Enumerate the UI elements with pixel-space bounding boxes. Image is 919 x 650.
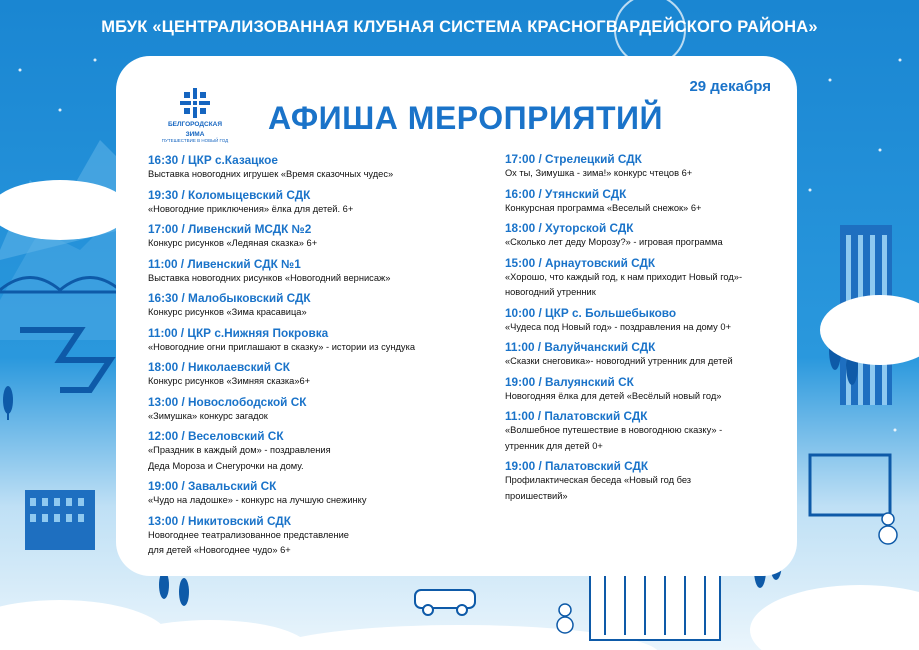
- event-description: Выставка новогодних рисунков «Новогодний вернисаж»: [148, 272, 391, 283]
- logo-line-2: ЗИМА: [185, 131, 205, 138]
- event-heading: 10:00 / ЦКР с. Большебыково: [505, 305, 677, 320]
- event-heading: 17:00 / Ливенский МСДК №2: [148, 222, 312, 236]
- event-description: Деда Мороза и Снегурочки на дому.: [148, 460, 304, 471]
- event-description: Конкурс рисунков «Ледяная сказка» 6+: [148, 238, 318, 248]
- event-description: Новогодняя ёлка для детей «Весёлый новый год»: [505, 390, 722, 401]
- event-heading: 13:00 / Никитовский СДК: [148, 513, 291, 528]
- belgorod-winter-logo: [160, 88, 230, 144]
- event-description: для детей «Новогоднее чудо» 6+: [148, 545, 291, 555]
- event-description: Конкурс рисунков «Зима красавица»: [148, 307, 307, 317]
- event-description: «Сказки снеговика»- новогодний утренник для детей: [505, 356, 733, 366]
- event-description: проишествий»: [505, 490, 568, 501]
- event-description: Выставка новогодних игрушек «Время сказочных чудес»: [148, 169, 394, 179]
- event-description: «Праздник в каждый дом» - поздравления: [148, 445, 331, 455]
- event-description: «Сколько лет деду Морозу?» - игровая программа: [505, 237, 723, 247]
- event-description: «Зимушка» конкурс загадок: [148, 410, 268, 421]
- event-description: «Чудеса под Новый год» - поздравления на дому 0+: [505, 321, 732, 332]
- event-heading: 18:00 / Николаевский СК: [148, 360, 290, 374]
- event-date: 29 декабря: [689, 78, 771, 95]
- event-heading: 19:00 / Валуянский СК: [505, 374, 634, 389]
- page-title: АФИША МЕРОПРИЯТИЙ: [268, 100, 663, 136]
- event-heading: 16:30 / ЦКР с.Казацкое: [148, 153, 278, 167]
- event-description: Ох ты, Зимушка - зима!» конкурс чтецов 6+: [505, 168, 693, 178]
- event-heading: 19:00 / Палатовский СДК: [505, 459, 649, 473]
- event-heading: 19:00 / Завальский СК: [148, 479, 277, 493]
- event-description: «Чудо на ладошке» - конкурс на лучшую снежинку: [148, 495, 367, 505]
- event-description: «Новогодние приключения» ёлка для детей. 6+: [148, 203, 354, 214]
- right-schedule-column: [505, 152, 795, 504]
- event-heading: 19:30 / Коломыцевский СДК: [148, 187, 311, 202]
- event-heading: 11:00 / Ливенский СДК №1: [148, 256, 301, 271]
- event-description: утренник для детей 0+: [505, 440, 603, 451]
- event-description: новогодний утренник: [505, 287, 596, 297]
- event-description: Новогоднее театрализованное представление: [148, 529, 349, 540]
- event-description: Профилактическая беседа «Новый год без: [505, 475, 692, 485]
- event-description: «Хорошо, что каждый год, к нам приходит Новый год»-: [505, 271, 743, 282]
- event-heading: 11:00 / Палатовский СДК: [505, 409, 648, 423]
- event-description: Конкурсная программа «Веселый снежок» 6+: [505, 202, 702, 213]
- event-heading: 11:00 / Валуйчанский СДК: [505, 340, 656, 354]
- event-description: «Волшебное путешествие в новогоднюю сказку» -: [505, 425, 723, 435]
- event-description: Конкурс рисунков «Зимняя сказка»6+: [148, 376, 311, 386]
- event-heading: 18:00 / Хуторской СДК: [505, 221, 634, 235]
- snowflake-pattern-icon: [180, 88, 210, 118]
- event-heading: 16:00 / Утянский СДК: [505, 186, 627, 201]
- logo-tagline: ПУТЕШЕСТВИЕ В НОВЫЙ ГОД: [161, 138, 229, 143]
- event-heading: 12:00 / Веселовский СК: [148, 429, 284, 443]
- event-heading: 17:00 / Стрелецкий СДК: [505, 152, 642, 166]
- event-heading: 16:30 / Малобыковский СДК: [148, 291, 311, 305]
- event-heading: 13:00 / Новослободской СК: [148, 394, 307, 409]
- left-schedule-column: [148, 153, 493, 559]
- event-description: «Новогодние огни приглашают в сказку» - истории из сундука: [148, 341, 416, 352]
- event-heading: 11:00 / ЦКР с.Нижняя Покровка: [148, 325, 329, 340]
- logo-line-1: БЕЛГОРОДСКАЯ: [167, 121, 223, 128]
- organization-title: МБУК «ЦЕНТРАЛИЗОВАННАЯ КЛУБНАЯ СИСТЕМА КРАСНОГВАРДЕЙСКОГО РАЙОНА»: [101, 18, 818, 36]
- event-heading: 15:00 / Арнаутовский СДК: [505, 255, 656, 270]
